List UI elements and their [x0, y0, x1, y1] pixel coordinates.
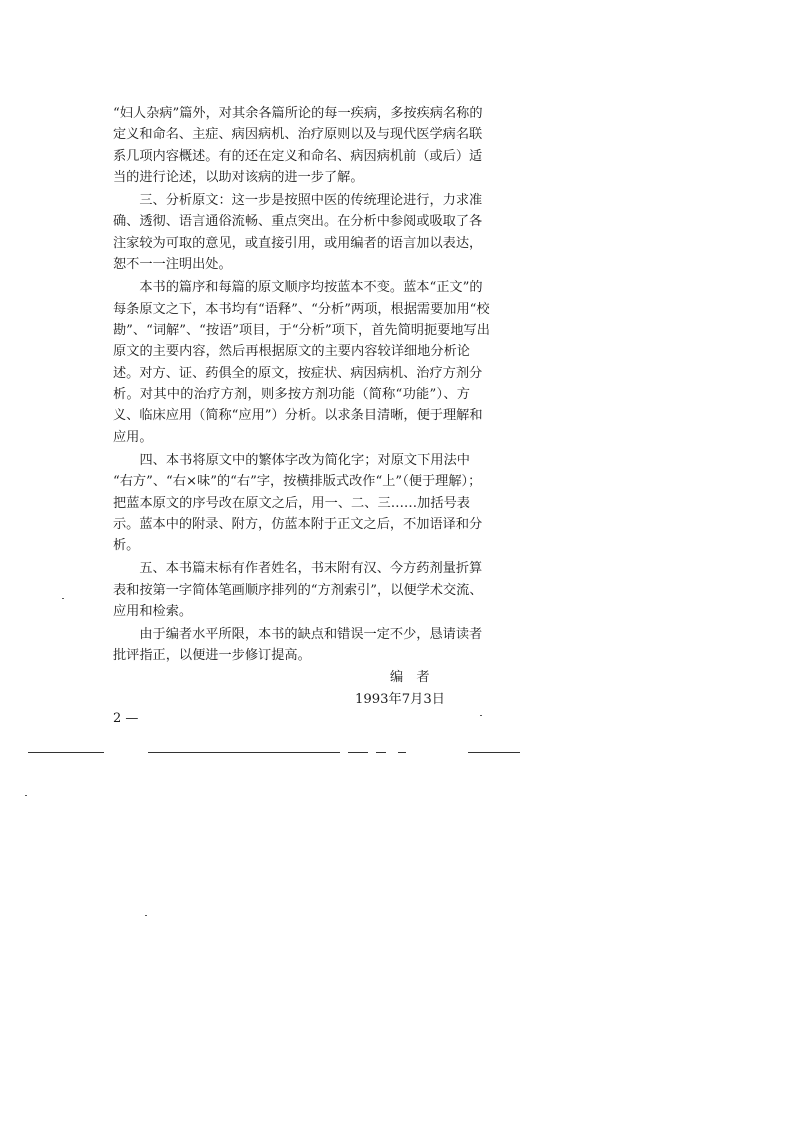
text-line: 应用和检索。 — [113, 603, 193, 619]
signature-editor: 编 者 — [390, 670, 430, 685]
scan-speck — [25, 795, 27, 796]
scan-speck — [480, 715, 482, 716]
text-line: 五、本书篇末标有作者姓名，书末附有汉、今方药剂量折算 — [113, 561, 483, 577]
text-line: 由于编者水平所限，本书的缺点和错误一定不少，恳请读者 — [113, 626, 483, 642]
text-line: “妇人杂病”篇外，对其余各篇所论的每一疾病，多按疾病名称的 — [113, 106, 483, 121]
text-line: 每条原文之下，本书均有“语释”、“分析”两项，根据需要加用“校 — [113, 301, 490, 317]
text-line: 注家较为可取的意见，或直接引用，或用编者的语言加以表达， — [113, 235, 483, 251]
text-line: 表和按第一字简体笔画顺序排列的“方剂索引”，以便学术交流、 — [113, 582, 483, 598]
scan-speck — [62, 598, 64, 599]
text-line: 把蓝本原文的序号改在原文之后，用一、二、三……加括号表 — [113, 495, 470, 511]
text-line: 本书的篇序和每篇的原文顺序均按蓝本不变。蓝本“正文”的 — [113, 280, 483, 296]
text-line: “右方”、“右×味”的“右”字，按横排版式改作“上”（便于理解）； — [113, 474, 482, 490]
text-line: 勘”、“词解”、“按语”项目，于“分析”项下，首先简明扼要地写出 — [113, 322, 490, 338]
text-line: 义、临床应用（简称“应用”）分析。以求条目清晰，便于理解和 — [113, 408, 483, 424]
scan-speck — [145, 915, 147, 916]
scan-rule — [468, 752, 520, 753]
signature-date: 1993年7月3日 — [355, 692, 445, 707]
text-line: 示。蓝本中的附录、附方，仿蓝本附于正文之后，不加语译和分 — [113, 516, 483, 532]
scan-rule — [148, 752, 340, 753]
text-line: 应用。 — [113, 429, 153, 445]
text-line: 原文的主要内容，然后再根据原文的主要内容较详细地分析论 — [113, 344, 470, 360]
text-line: 四、本书将原文中的繁体字改为简化字；对原文下用法中 — [113, 452, 470, 468]
scan-rule — [376, 752, 386, 753]
text-line: 析。对其中的治疗方剂，则多按方剂功能（简称“功能”）、方 — [113, 387, 470, 403]
text-line: 述。对方、证、药俱全的原文，按症状、病因病机、治疗方剂分 — [113, 365, 483, 381]
text-line: 析。 — [113, 538, 140, 554]
page-number: 2 — — [113, 711, 139, 726]
text-line: 批评指正，以便进一步修订提高。 — [113, 648, 311, 664]
text-line: 定义和命名、主症、病因病机、治疗原则以及与现代医学病名联 — [113, 127, 483, 143]
text-line: 三、分析原文：这一步是按照中医的传统理论进行，力求准 — [113, 193, 483, 209]
scan-rule — [28, 752, 104, 753]
text-line: 确、透彻、语言通俗流畅、重点突出。在分析中参阅或吸取了各 — [113, 214, 483, 230]
scan-rule — [348, 752, 368, 753]
text-line: 系几项内容概述。有的还在定义和命名、病因病机前（或后）适 — [113, 148, 483, 164]
text-line: 恕不一一注明出处。 — [113, 257, 232, 273]
scan-rule — [398, 752, 406, 753]
text-line: 当的进行论述，以助对该病的进一步了解。 — [113, 170, 364, 186]
preface-body — [113, 103, 490, 667]
